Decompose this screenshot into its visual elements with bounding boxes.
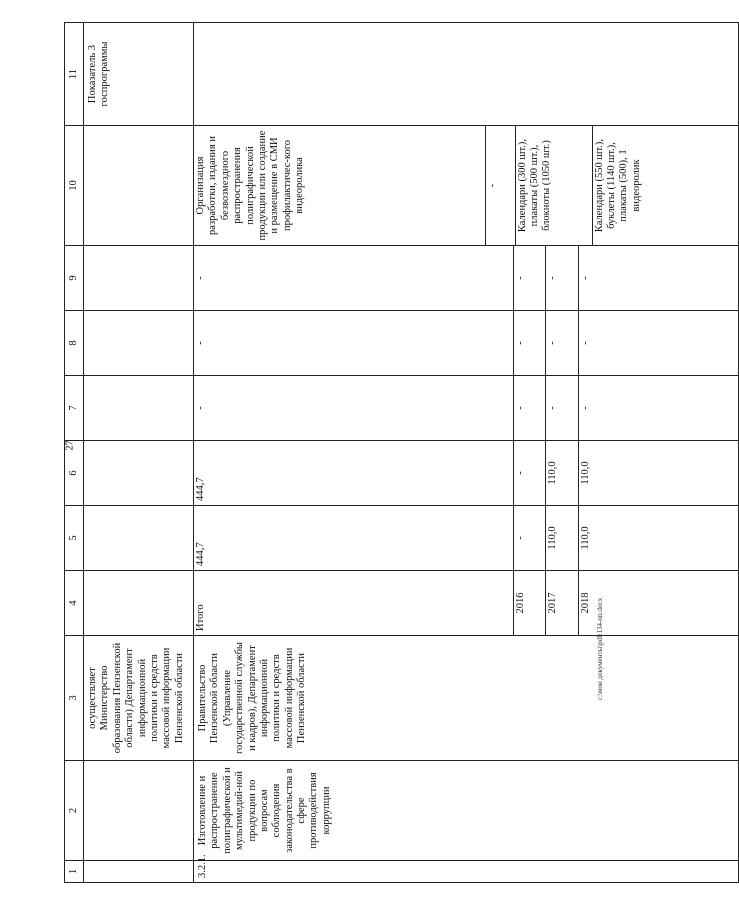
col-header: 11 xyxy=(65,23,84,126)
value-cell: - xyxy=(578,376,738,440)
value-cell: - xyxy=(546,376,578,440)
total-label: Итого xyxy=(195,604,206,631)
activity-description: Организация разработки, издания и безвозмездного распространения полиграфической продукции или создание и размещение в СМИ профилактичес-кого видеоролика xyxy=(195,130,305,241)
measure-name: Изготовление и распространение полиграфической и мультимедий-ной продукции по вопросам соблюдения законодательства в сфере противодействия коррупции xyxy=(194,761,739,861)
total-value: 444,7 xyxy=(195,477,206,501)
value-cell: Календари (550 шт.), буклеты (1140 шт.), плакаты (500), 1 видеоролик xyxy=(592,126,738,245)
total-value: - xyxy=(195,276,206,280)
value-cell: - xyxy=(514,376,546,440)
value-cell: - xyxy=(514,441,546,505)
year-cell: 2017 xyxy=(546,571,578,635)
col-header: 4 xyxy=(65,571,84,636)
executor: Правительство Пензенской области (Управление государственной службы и кадров), Департамент информационной политики и средств массовой информации Пензенской области xyxy=(194,636,739,761)
table-row xyxy=(84,23,194,883)
indicator-cell: Показатель 3 госпрограммы xyxy=(84,23,194,126)
value-cell: 110,0 xyxy=(546,441,578,505)
col-header: 1 xyxy=(65,861,84,883)
page-number: 27 xyxy=(64,440,76,451)
program-table xyxy=(64,22,739,883)
value-cell: - xyxy=(514,246,546,310)
col-header: 9 xyxy=(65,246,84,311)
value-cell: 110,0 xyxy=(546,506,578,570)
value-cell: - xyxy=(578,246,738,310)
col-header: 7 xyxy=(65,376,84,441)
value-cell: - xyxy=(486,126,516,245)
total-value: - xyxy=(195,406,206,410)
value-cell: 110,0 xyxy=(578,506,738,570)
value-cell: - xyxy=(546,246,578,310)
executor-continuation: осуществляет Министерство образования Пензенской области) Департамент информационной политики и средств массовой информации Пензенской области xyxy=(84,636,194,761)
rotated-table-container xyxy=(64,23,642,883)
header-row xyxy=(65,23,84,883)
value-cell: - xyxy=(546,311,578,375)
col-header: 10 xyxy=(65,126,84,246)
footer-path: c:\мои документы\pdf\134-пп.docx xyxy=(596,597,604,700)
col-header: 8 xyxy=(65,311,84,376)
total-value: - xyxy=(195,341,206,345)
value-cell: - xyxy=(514,506,546,570)
col-header: 6 xyxy=(65,441,84,506)
col-header: 5 xyxy=(65,506,84,571)
row-number: 3.2.1. xyxy=(194,861,739,883)
value-cell: 110,0 xyxy=(578,441,738,505)
value-cell: - xyxy=(514,311,546,375)
year-cell: 2016 xyxy=(514,571,546,635)
col-header: 2 xyxy=(65,761,84,861)
value-cell: - xyxy=(578,311,738,375)
col-header: 3 xyxy=(65,636,84,761)
total-value: 444,7 xyxy=(195,542,206,566)
year-cell: 2018 xyxy=(578,571,738,635)
table-row xyxy=(194,23,739,883)
value-cell: Календари (300 шт.), плакаты (500 шт.), блокноты (1050 шт.) xyxy=(515,126,592,245)
